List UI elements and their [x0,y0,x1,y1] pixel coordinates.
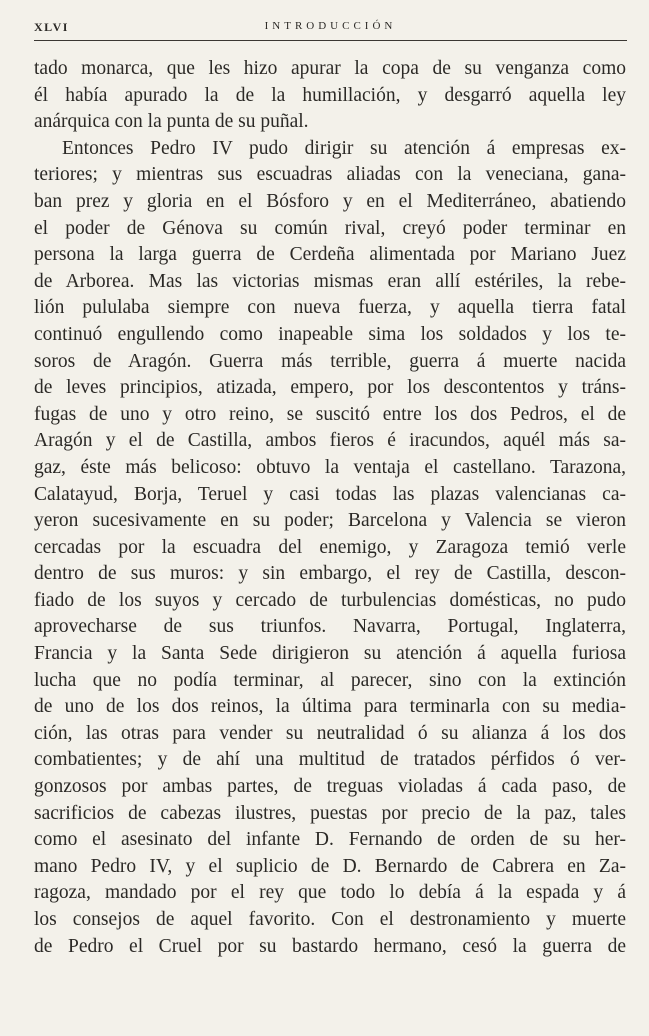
body-text [34,56,626,960]
running-head: INTRODUCCIÓN [264,20,397,32]
text-line: gonzosos por ambas partes, de treguas violadas á cada paso, de [34,776,626,798]
text-line: aprovecharse de sus triunfos. Navarra, Portugal, Inglaterra, [34,616,626,638]
text-line: teriores; y mientras sus escuadras aliadas con la veneciana, gana- [34,164,626,186]
text-line: lucha que no podía terminar, al parecer, sino con la extinción [34,669,626,691]
text-line: ción, las otras para vender su neutralidad ó su alianza á los dos [34,722,626,744]
text-line: soros de Aragón. Guerra más terrible, guerra á muerte nacida [34,350,626,372]
text-line: los consejos de aquel favorito. Con el destronamiento y muerte [34,909,626,930]
header-rule [34,40,627,41]
text-line: de Arborea. Mas las victorias mismas eran allí estériles, la rebe- [34,270,626,292]
text-line: continuó engullendo como inapeable sima los soldados y los te- [34,323,626,345]
text-line: como el asesinato del infante D. Fernando de orden de su her- [34,829,626,851]
text-line: persona la larga guerra de Cerdeña alimentada por Mariano Juez [34,244,626,266]
text-line: de leves principios, atizada, empero, por los descontentos y tráns- [34,377,626,399]
text-line: mano Pedro IV, y el suplicio de D. Bernardo de Cabrera en Za- [34,855,626,877]
text-line: lión pululaba siempre con nueva fuerza, y aquella tierra fatal [34,297,626,319]
page-number: XLVI [34,20,69,34]
text-line: el poder de Génova su común rival, creyó poder terminar en [34,217,626,239]
text-line: Entonces Pedro IV pudo dirigir su atención á empresas ex- [62,137,626,159]
page-header [34,14,627,40]
text-line: yeron sucesivamente en su poder; Barcelona y Valencia se vieron [34,510,626,532]
text-line: fiado de los suyos y cercado de turbulencias domésticas, no pudo [34,589,626,611]
text-line: cercadas por la escuadra del enemigo, y Zaragoza temió verle [34,536,626,558]
text-line: dentro de sus muros: y sin embargo, el rey de Castilla, descon- [34,563,626,585]
text-line: ragoza, mandado por el rey que todo lo debía á la espada y á [34,882,626,904]
text-line: Francia y la Santa Sede dirigieron su atención á aquella furiosa [34,643,626,665]
text-line: Calatayud, Borja, Teruel y casi todas las plazas valencianas ca- [34,483,626,505]
text-line: de Pedro el Cruel por su bastardo hermano, cesó la guerra de [34,935,626,957]
text-line: de uno de los dos reinos, la última para terminarla con su media- [34,696,626,718]
text-line: ban prez y gloria en el Bósforo y en el Mediterráneo, abatiendo [34,190,626,212]
text-line: gaz, éste más belicoso: obtuvo la ventaja el castellano. Tarazona, [34,456,626,478]
text-line: anárquica con la punta de su puñal. [34,111,309,133]
text-line: él había apurado la de la humillación, y desgarró aquella ley [34,84,626,106]
text-line: Aragón y el de Castilla, ambos fieros é iracundos, aquél más sa- [34,430,626,452]
text-line: combatientes; y de ahí una multitud de tratados pérfidos ó ver- [34,749,626,771]
text-line: tado monarca, que les hizo apurar la copa de su venganza como [34,58,626,79]
text-line: sacrificios de cabezas ilustres, puestas por precio de la paz, tales [34,802,626,824]
text-line: fugas de uno y otro reino, se suscitó entre los dos Pedros, el de [34,403,626,425]
